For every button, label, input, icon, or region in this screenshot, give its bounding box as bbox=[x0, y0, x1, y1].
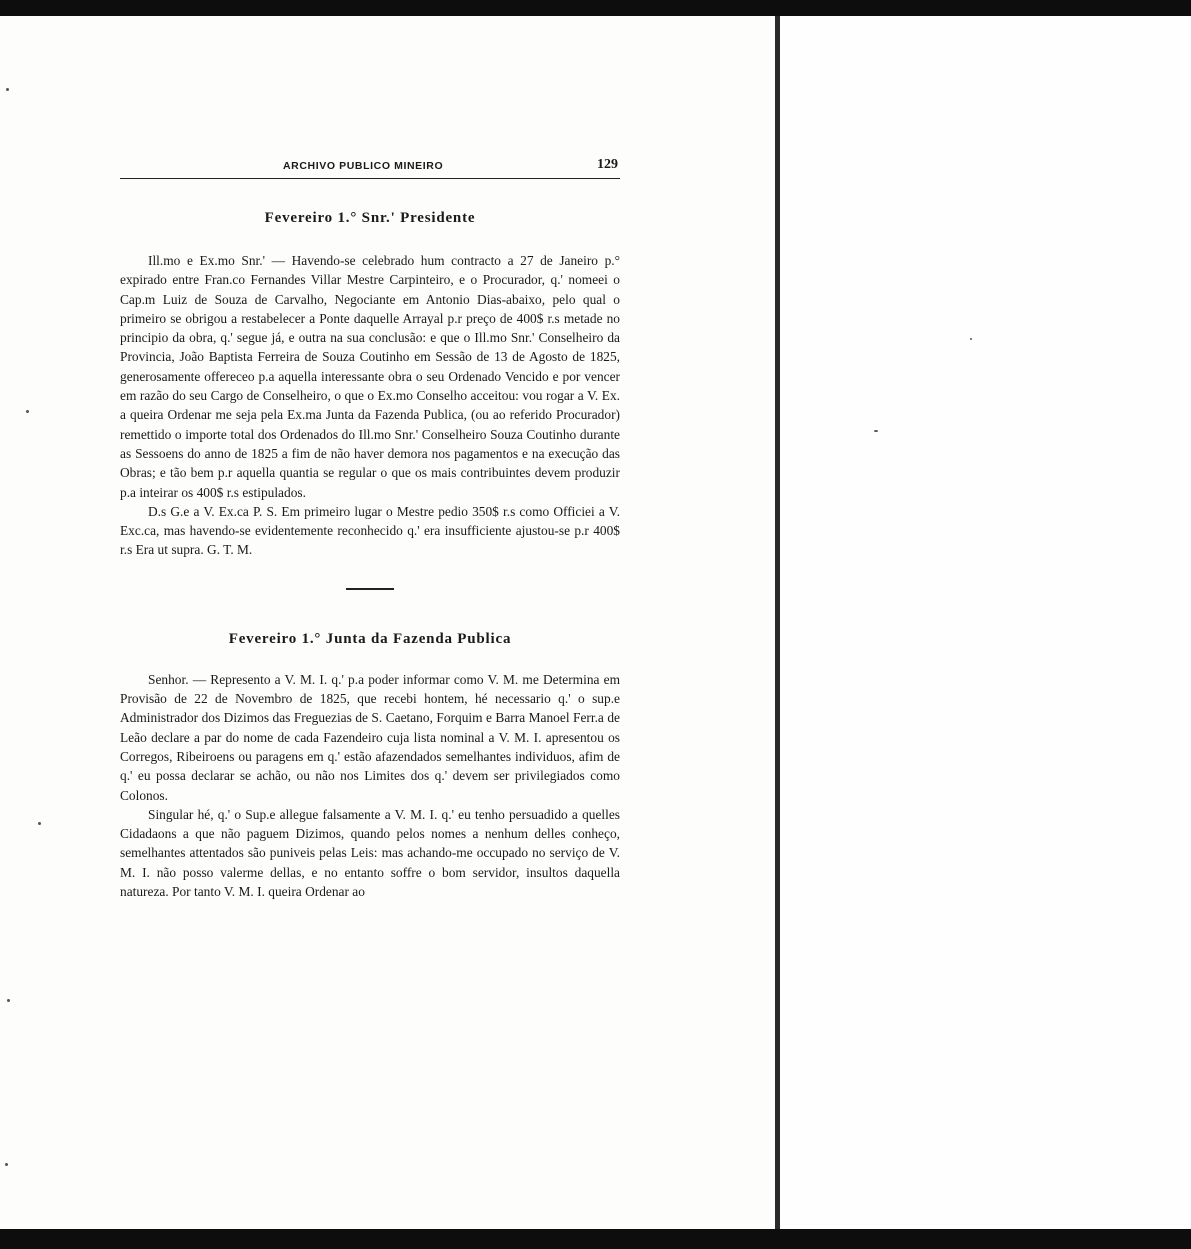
scan-speck bbox=[5, 1163, 8, 1166]
scan-speck bbox=[26, 410, 29, 413]
document-paragraph: Senhor. — Represento a V. M. I. q.' p.a poder informar como V. M. me Determina em Provisão de 22 de Novembro de 1825, que recebi hontem, hé necessario q.' o sup.e Administrador dos Dizimos das Freguezias de S. Caetano, Forquim e Barra Manoel Ferr.a de Leão declare a par do nome de cada Fazendeiro cuja lista nominal a V. M. I. apresentou os Corregos, Ribeiroens ou paragens em q.' estão afazendados semelhantes individuos, afim de q.' eu possa declarar se achão, ou não nos Limites dos q.' devem ser privilegiados como Colonos. bbox=[120, 671, 620, 803]
scan-speck bbox=[874, 430, 878, 432]
left-page bbox=[0, 16, 775, 1229]
page-number: 129 bbox=[597, 157, 618, 172]
scan-speck bbox=[7, 999, 10, 1002]
bottom-scan-border bbox=[0, 1229, 1191, 1249]
running-title: ARCHIVO PUBLICO MINEIRO bbox=[283, 160, 444, 172]
top-scan-border bbox=[0, 0, 1191, 16]
document-heading-junta: Fevereiro 1.° Junta da Fazenda Publica bbox=[228, 630, 512, 647]
scan-speck bbox=[6, 88, 9, 91]
document-paragraph: D.s G.e a V. Ex.ca P. S. Em primeiro lugar o Mestre pedio 350$ r.s como Officiei a V. Exc.ca, mas havendo-se evidentemente reconhecido q.' era insufficiente ajustou-se p.r 400$ r.s Era ut supra. G. T. M. bbox=[120, 503, 620, 558]
section-divider bbox=[346, 588, 394, 590]
running-header bbox=[120, 156, 620, 179]
page-content bbox=[120, 156, 620, 901]
scan-speck bbox=[38, 822, 41, 825]
document-paragraph: Ill.mo e Ex.mo Snr.' — Havendo-se celebrado hum contracto a 27 de Janeiro p.° expirado entre Fran.co Fernandes Villar Mestre Carpinteiro, e o Procurador, q.' nomeei o Cap.m Luiz de Souza de Carvalho, Negociante em Antonio Dias-abaixo, pelo qual o primeiro se obrigou a restabelecer a Ponte daquelle Arrayal p.r preço de 400$ r.s metade no principio da obra, q.' segue já, e outra na sua conclusão: e que o Ill.mo Snr.' Conselheiro da Provincia, João Baptista Ferreira de Souza Coutinho em Sessão de 13 de Agosto de 1825, generosamente offereceo p.a aquella interessante obra o seu Ordenado Vencido e por vencer em razão do seu Cargo de Conselheiro, o que o Ex.mo Conselho acceitou: vou rogar a V. Ex. a queira Ordenar me seja pela Ex.ma Junta da Fazenda Publica, (ou ao referido Procurador) remettido o importe total dos Ordenados do Ill.mo Snr.' Conselheiro Souza Coutinho durante as Sessoens do anno de 1825 a fim de não haver demora nos pagamentos e na execução das Obras; e tão bem p.r aquella quantia se regular o que os mais contribuintes devem produzir p.a inteirar os 400$ r.s estipulados. bbox=[120, 253, 620, 500]
document-paragraph: Singular hé, q.' o Sup.e allegue falsamente a V. M. I. q.' eu tenho persuadido a quelles Cidadaons a que não paguem Dizimos, quando pelos nomes a nenhum delles conheço, semelhantes attentados são puniveis pelas Leis: mas achando-me occupado no serviço de V. M. I. não posso valerme dellas, e no entanto soffre o bom servidor, insultos daquella natureza. Por tanto V. M. I. queira Ordenar ao bbox=[120, 806, 620, 900]
right-page bbox=[780, 16, 1191, 1229]
document-heading-presidente: Fevereiro 1.° Snr.' Presidente bbox=[264, 210, 476, 226]
scan-speck bbox=[970, 338, 972, 340]
